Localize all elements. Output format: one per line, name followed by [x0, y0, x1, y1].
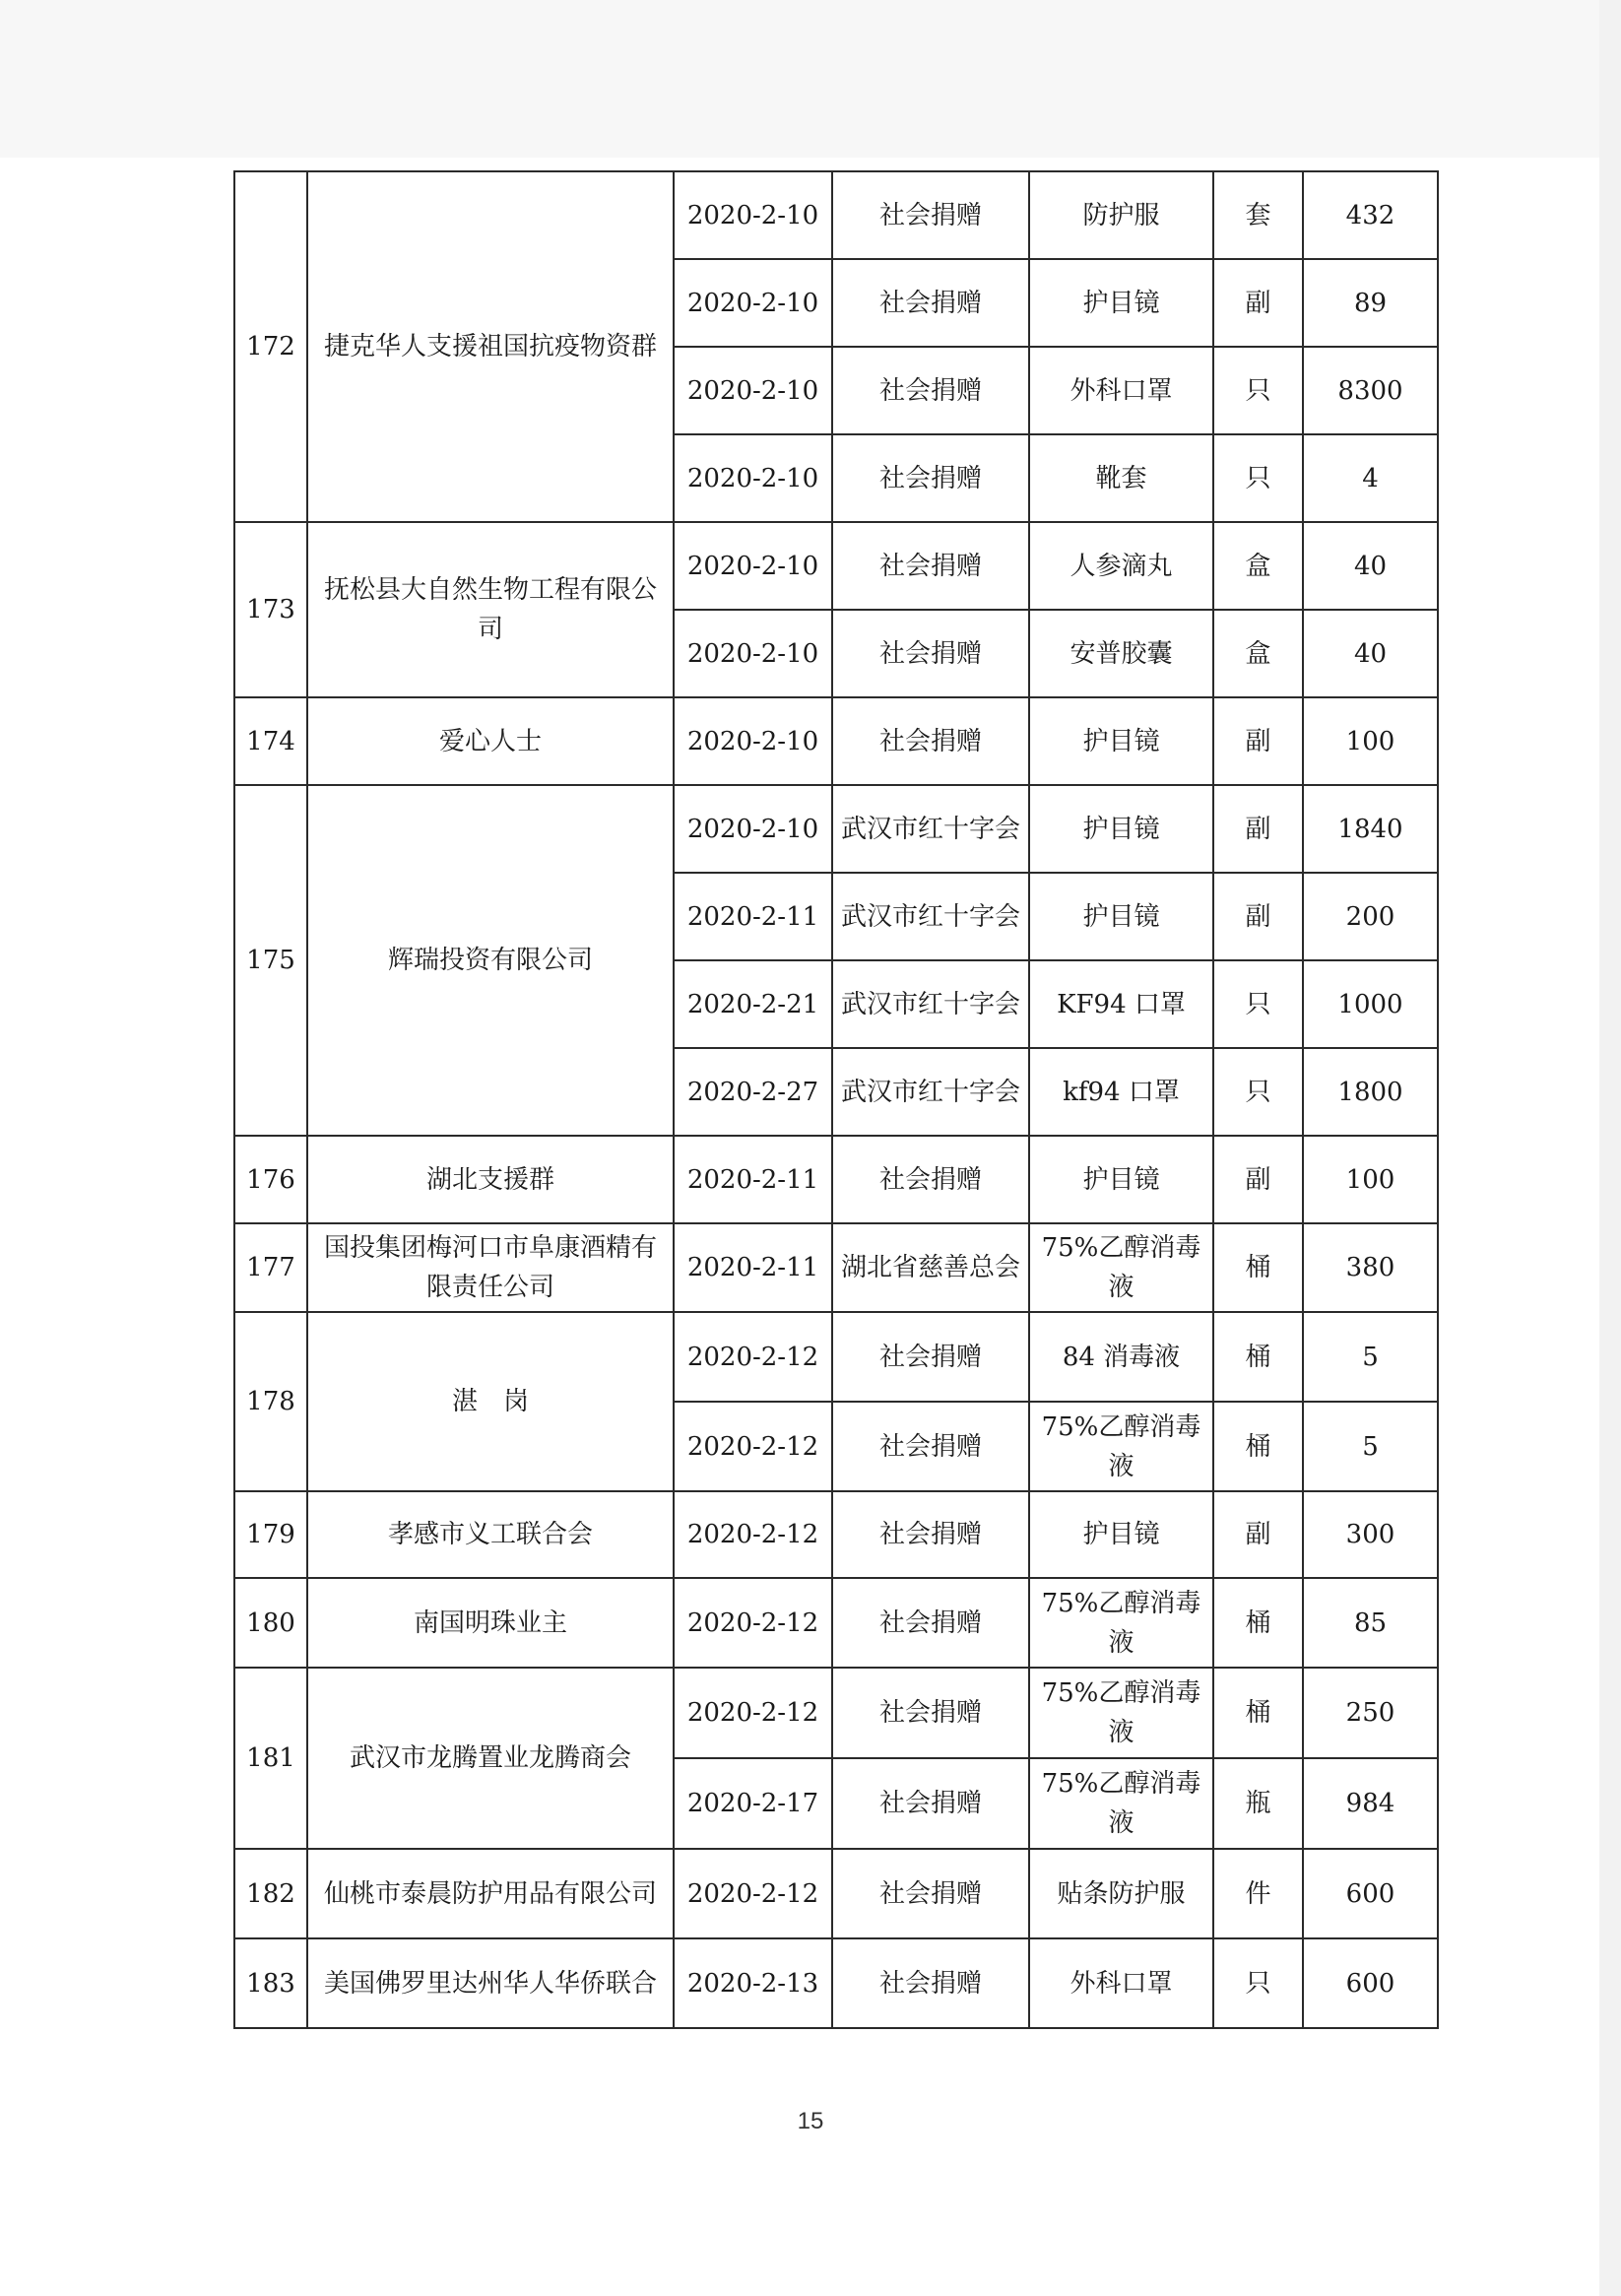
item-name: 人参滴丸: [1029, 522, 1213, 610]
item-name: 护目镜: [1029, 873, 1213, 960]
quantity: 8300: [1303, 347, 1438, 434]
quantity: 1000: [1303, 960, 1438, 1048]
quantity: 5: [1303, 1402, 1438, 1491]
donation-channel: 社会捐赠: [832, 522, 1029, 610]
quantity: 432: [1303, 171, 1438, 259]
table-row: [234, 1223, 1438, 1312]
unit: 只: [1213, 347, 1303, 434]
unit: 桶: [1213, 1312, 1303, 1402]
item-name: 75%乙醇消毒液: [1029, 1402, 1213, 1491]
unit: 只: [1213, 1938, 1303, 2028]
table-row: [234, 522, 1438, 610]
item-name: 84 消毒液: [1029, 1312, 1213, 1402]
item-name: KF94 口罩: [1029, 960, 1213, 1048]
row-number: 183: [234, 1938, 307, 2028]
donor-name: 捷克华人支援祖国抗疫物资群: [307, 171, 674, 522]
item-name: 贴条防护服: [1029, 1849, 1213, 1938]
item-name: 护目镜: [1029, 1136, 1213, 1223]
table-row: [234, 1849, 1438, 1938]
quantity: 600: [1303, 1849, 1438, 1938]
table-row: [234, 1668, 1438, 1758]
donation-channel: 武汉市红十字会: [832, 1048, 1029, 1136]
donation-date: 2020-2-12: [674, 1668, 832, 1758]
item-name: 护目镜: [1029, 1491, 1213, 1578]
item-name: 护目镜: [1029, 697, 1213, 785]
unit: 副: [1213, 1491, 1303, 1578]
donation-channel: 社会捐赠: [832, 1136, 1029, 1223]
donation-date: 2020-2-10: [674, 171, 832, 259]
donation-channel: 社会捐赠: [832, 171, 1029, 259]
item-name: 护目镜: [1029, 785, 1213, 873]
donation-date: 2020-2-12: [674, 1402, 832, 1491]
row-number: 177: [234, 1223, 307, 1312]
donation-channel: 社会捐赠: [832, 1578, 1029, 1668]
item-name: 防护服: [1029, 171, 1213, 259]
unit: 只: [1213, 434, 1303, 522]
row-number: 179: [234, 1491, 307, 1578]
row-number: 178: [234, 1312, 307, 1491]
donation-channel: 社会捐赠: [832, 434, 1029, 522]
unit: 桶: [1213, 1668, 1303, 1758]
donation-date: 2020-2-11: [674, 1223, 832, 1312]
item-name: 75%乙醇消毒液: [1029, 1223, 1213, 1312]
donation-date: 2020-2-12: [674, 1849, 832, 1938]
unit: 桶: [1213, 1402, 1303, 1491]
donation-channel: 社会捐赠: [832, 1491, 1029, 1578]
row-number: 172: [234, 171, 307, 522]
unit: 副: [1213, 259, 1303, 347]
quantity: 100: [1303, 697, 1438, 785]
donation-date: 2020-2-27: [674, 1048, 832, 1136]
donor-name: 抚松县大自然生物工程有限公司: [307, 522, 674, 697]
donation-date: 2020-2-13: [674, 1938, 832, 2028]
row-number: 181: [234, 1668, 307, 1849]
donation-channel: 社会捐赠: [832, 610, 1029, 697]
donation-date: 2020-2-10: [674, 347, 832, 434]
unit: 盒: [1213, 522, 1303, 610]
donation-channel: 武汉市红十字会: [832, 960, 1029, 1048]
donor-name: 爱心人士: [307, 697, 674, 785]
quantity: 984: [1303, 1758, 1438, 1849]
unit: 盒: [1213, 610, 1303, 697]
quantity: 40: [1303, 522, 1438, 610]
table-row: [234, 1938, 1438, 2028]
table-row: [234, 697, 1438, 785]
donation-date: 2020-2-10: [674, 610, 832, 697]
quantity: 89: [1303, 259, 1438, 347]
quantity: 1800: [1303, 1048, 1438, 1136]
item-name: 安普胶囊: [1029, 610, 1213, 697]
donation-date: 2020-2-11: [674, 1136, 832, 1223]
donation-channel: 社会捐赠: [832, 1312, 1029, 1402]
donation-channel: 社会捐赠: [832, 347, 1029, 434]
unit: 件: [1213, 1849, 1303, 1938]
donation-date: 2020-2-12: [674, 1491, 832, 1578]
donation-date: 2020-2-10: [674, 697, 832, 785]
row-number: 182: [234, 1849, 307, 1938]
scan-right-edge: [1599, 0, 1621, 2296]
donation-date: 2020-2-10: [674, 259, 832, 347]
table-row: [234, 171, 1438, 259]
table-row: [234, 785, 1438, 873]
unit: 副: [1213, 697, 1303, 785]
donor-name: 南国明珠业主: [307, 1578, 674, 1668]
donor-name: 湛 岗: [307, 1312, 674, 1491]
donation-channel: 社会捐赠: [832, 1668, 1029, 1758]
item-name: 靴套: [1029, 434, 1213, 522]
item-name: 外科口罩: [1029, 347, 1213, 434]
quantity: 40: [1303, 610, 1438, 697]
quantity: 600: [1303, 1938, 1438, 2028]
donation-table: [233, 170, 1439, 2029]
scan-top-band: [0, 0, 1621, 158]
donation-channel: 社会捐赠: [832, 259, 1029, 347]
donation-channel: 社会捐赠: [832, 1849, 1029, 1938]
table-row: [234, 1491, 1438, 1578]
donation-date: 2020-2-10: [674, 434, 832, 522]
donation-channel: 武汉市红十字会: [832, 873, 1029, 960]
quantity: 85: [1303, 1578, 1438, 1668]
page-number: 15: [797, 2108, 824, 2134]
donation-channel: 武汉市红十字会: [832, 785, 1029, 873]
quantity: 200: [1303, 873, 1438, 960]
unit: 只: [1213, 1048, 1303, 1136]
donation-date: 2020-2-21: [674, 960, 832, 1048]
donor-name: 美国佛罗里达州华人华侨联合: [307, 1938, 674, 2028]
row-number: 174: [234, 697, 307, 785]
quantity: 1840: [1303, 785, 1438, 873]
table-row: [234, 1136, 1438, 1223]
donor-name: 国投集团梅河口市阜康酒精有限责任公司: [307, 1223, 674, 1312]
donation-channel: 社会捐赠: [832, 1758, 1029, 1849]
quantity: 5: [1303, 1312, 1438, 1402]
quantity: 380: [1303, 1223, 1438, 1312]
item-name: 护目镜: [1029, 259, 1213, 347]
row-number: 176: [234, 1136, 307, 1223]
item-name: kf94 口罩: [1029, 1048, 1213, 1136]
donation-date: 2020-2-10: [674, 522, 832, 610]
donor-name: 孝感市义工联合会: [307, 1491, 674, 1578]
row-number: 173: [234, 522, 307, 697]
row-number: 175: [234, 785, 307, 1136]
donor-name: 湖北支援群: [307, 1136, 674, 1223]
table-row: [234, 1578, 1438, 1668]
quantity: 4: [1303, 434, 1438, 522]
quantity: 300: [1303, 1491, 1438, 1578]
donation-channel: 社会捐赠: [832, 1402, 1029, 1491]
donor-name: 武汉市龙腾置业龙腾商会: [307, 1668, 674, 1849]
item-name: 75%乙醇消毒液: [1029, 1578, 1213, 1668]
donation-date: 2020-2-12: [674, 1312, 832, 1402]
unit: 套: [1213, 171, 1303, 259]
unit: 瓶: [1213, 1758, 1303, 1849]
row-number: 180: [234, 1578, 307, 1668]
donation-date: 2020-2-12: [674, 1578, 832, 1668]
unit: 只: [1213, 960, 1303, 1048]
item-name: 75%乙醇消毒液: [1029, 1758, 1213, 1849]
table-row: [234, 1312, 1438, 1402]
donation-channel: 湖北省慈善总会: [832, 1223, 1029, 1312]
unit: 副: [1213, 873, 1303, 960]
donation-date: 2020-2-11: [674, 873, 832, 960]
unit: 副: [1213, 785, 1303, 873]
item-name: 75%乙醇消毒液: [1029, 1668, 1213, 1758]
unit: 桶: [1213, 1223, 1303, 1312]
unit: 副: [1213, 1136, 1303, 1223]
donation-channel: 社会捐赠: [832, 697, 1029, 785]
donor-name: 辉瑞投资有限公司: [307, 785, 674, 1136]
unit: 桶: [1213, 1578, 1303, 1668]
quantity: 250: [1303, 1668, 1438, 1758]
donation-date: 2020-2-17: [674, 1758, 832, 1849]
donor-name: 仙桃市泰晨防护用品有限公司: [307, 1849, 674, 1938]
donation-channel: 社会捐赠: [832, 1938, 1029, 2028]
quantity: 100: [1303, 1136, 1438, 1223]
item-name: 外科口罩: [1029, 1938, 1213, 2028]
donation-date: 2020-2-10: [674, 785, 832, 873]
